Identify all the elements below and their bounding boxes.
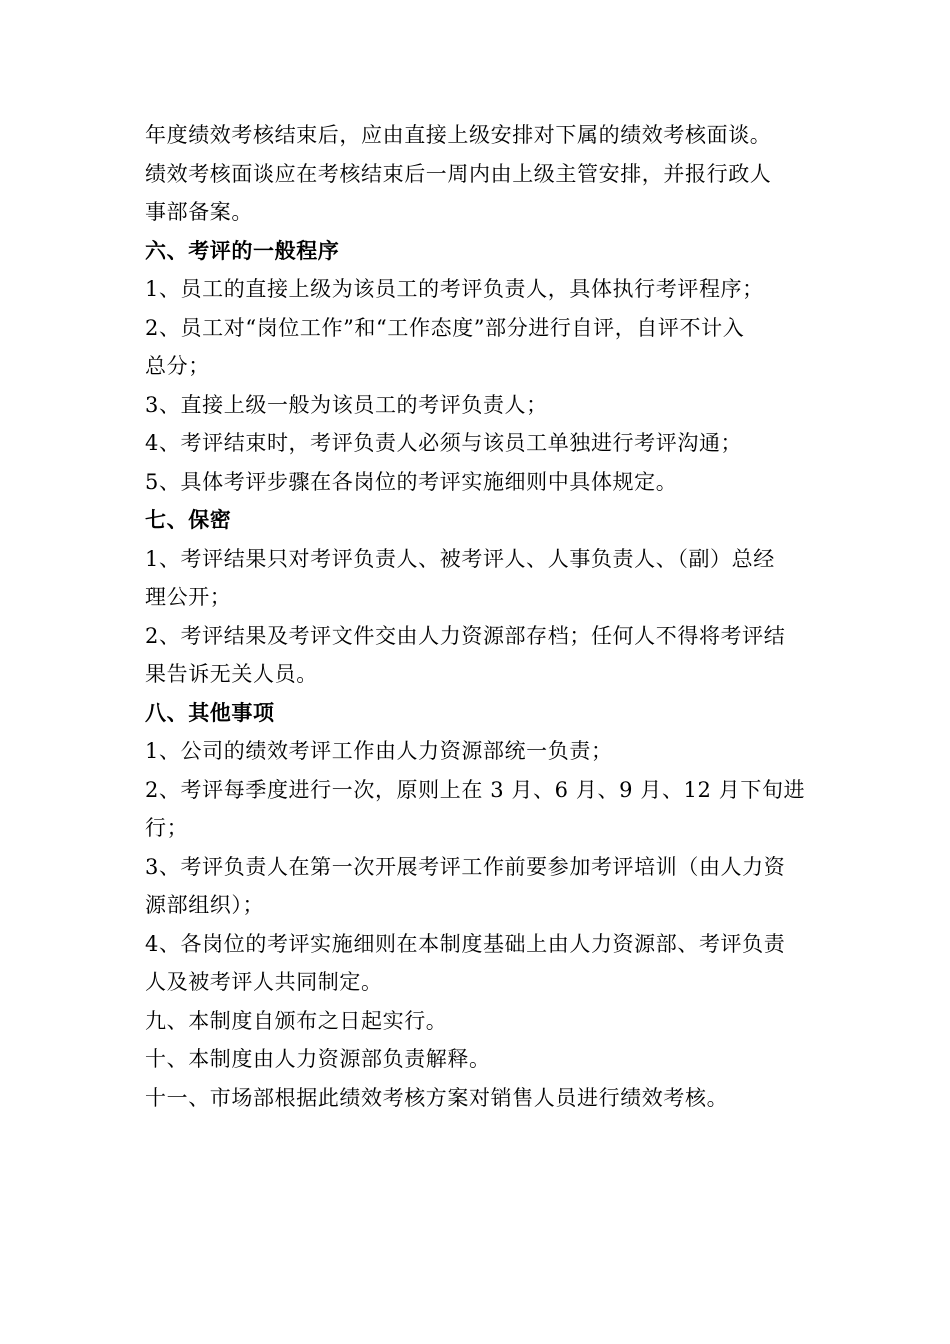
list-item: 2、考评结果及考评文件交由人力资源部存档；任何人不得将考评结 [145,623,786,648]
list-item: 3、直接上级一般为该员工的考评负责人； [145,392,548,417]
list-item: 4、各岗位的考评实施细则在本制度基础上由人力资源部、考评负责 [145,931,786,956]
clause-interpretation: 十、本制度由人力资源部负责解释。 [145,1047,491,1071]
list-item: 1、员工的直接上级为该员工的考评负责人，具体执行考评程序； [145,277,764,301]
list-item-continuation: 源部组织）； [145,893,265,917]
clause-sales-assessment: 十一、市场部根据此绩效考核方案对销售人员进行绩效考核。 [145,1085,729,1110]
list-item: 2、考评每季度进行一次，原则上在 3 月、6 月、9 月、12 月下旬进 [145,777,806,802]
list-item-continuation: 理公开； [145,585,232,609]
document-body [145,116,810,1117]
section-heading-confidentiality: 七、保密 [145,508,232,532]
section-heading-other-matters: 八、其他事项 [145,700,275,725]
list-item: 2、员工对“岗位工作”和“工作态度”部分进行自评，自评不计入 [145,315,745,340]
list-item: 3、考评负责人在第一次开展考评工作前要参加考评培训（由人力资 [145,854,786,879]
paragraph-line: 年度绩效考核结束后，应由直接上级安排对下属的绩效考核面谈。 [145,123,772,147]
list-item-continuation: 人及被考评人共同制定。 [145,970,383,994]
list-item: 4、考评结束时，考评负责人必须与该员工单独进行考评沟通； [145,431,743,455]
list-item: 1、考评结果只对考评负责人、被考评人、人事负责人、（副）总经 [145,546,775,571]
section-heading-procedure: 六、考评的一般程序 [145,238,340,263]
list-item: 1、公司的绩效考评工作由人力资源部统一负责； [145,739,613,763]
list-item: 5、具体考评步骤在各岗位的考评实施细则中具体规定。 [145,469,678,494]
paragraph-line: 绩效考核面谈应在考核结束后一周内由上级主管安排，并报行政人 [145,161,772,186]
list-item-continuation: 果告诉无关人员。 [145,662,318,686]
list-item-continuation: 行； [145,816,189,840]
list-item-continuation: 总分； [145,354,210,378]
clause-effective-date: 九、本制度自颁布之日起实行。 [145,1008,448,1033]
paragraph-line: 事部备案。 [145,200,253,224]
